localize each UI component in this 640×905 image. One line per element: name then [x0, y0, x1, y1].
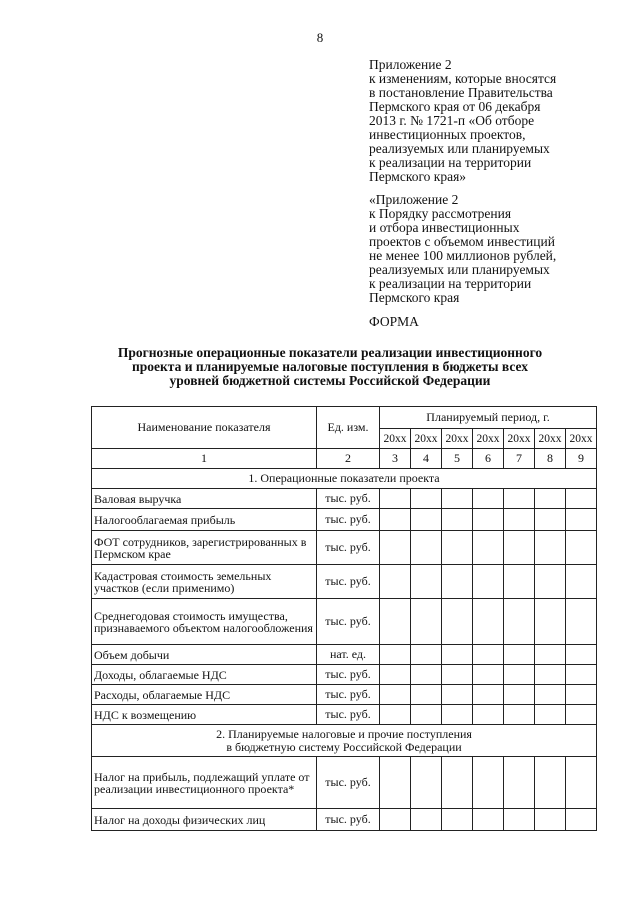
value-cell — [442, 509, 473, 531]
indicator-name: Валовая выручка — [92, 489, 317, 509]
header-year: 20xx — [442, 429, 473, 449]
header-period: Планируемый период, г. — [380, 407, 597, 429]
value-cell — [442, 705, 473, 725]
indicator-name: Среднегодовая стоимость имущества, признаваемого объектом налогообложения — [92, 599, 317, 645]
appendix-line: реализуемых или планируемых — [369, 141, 550, 156]
appendix-line: проектов с объемом инвестиций — [369, 234, 555, 249]
column-number: 1 — [92, 449, 317, 469]
indicator-name: НДС к возмещению — [92, 705, 317, 725]
page-number: 8 — [316, 30, 324, 45]
appendix-line: к реализации на территории — [369, 155, 532, 170]
section-title-line: 1. Операционные показатели проекта — [248, 471, 440, 485]
value-cell — [411, 665, 442, 685]
appendix-header-2 — [369, 193, 599, 305]
value-cell — [380, 599, 411, 645]
column-number: 8 — [535, 449, 566, 469]
header-year: 20xx — [411, 429, 442, 449]
table-row — [92, 599, 597, 645]
header-year: 20xx — [566, 429, 597, 449]
value-cell — [442, 665, 473, 685]
indicator-unit: тыс. руб. — [317, 565, 380, 599]
table-row — [92, 685, 597, 705]
value-cell — [566, 489, 597, 509]
indicator-name: Налог на прибыль, подлежащий уплате от реализации инвестиционного проекта* — [92, 757, 317, 809]
section-title — [92, 469, 597, 489]
column-number: 6 — [473, 449, 504, 469]
indicator-name: Налогооблагаемая прибыль — [92, 509, 317, 531]
appendix-line: к реализации на территории — [369, 276, 532, 291]
table-row — [92, 665, 597, 685]
appendix-line: 2013 г. № 1721-п «Об отборе — [369, 113, 535, 128]
value-cell — [473, 489, 504, 509]
appendix-line: к изменениям, которые вносятся — [369, 71, 557, 86]
indicator-name: Объем добычи — [92, 645, 317, 665]
section-title-line: 2. Планируемые налоговые и прочие поступления — [216, 726, 472, 741]
indicator-name: Расходы, облагаемые НДС — [92, 685, 317, 705]
value-cell — [380, 645, 411, 665]
value-cell — [473, 809, 504, 831]
value-cell — [380, 565, 411, 599]
header-year: 20xx — [380, 429, 411, 449]
appendix-header-1 — [369, 58, 599, 184]
value-cell — [473, 757, 504, 809]
value-cell — [473, 705, 504, 725]
value-cell — [473, 531, 504, 565]
indicator-name: ФОТ сотрудников, зарегистрированных в Пермском крае — [92, 531, 317, 565]
value-cell — [566, 599, 597, 645]
column-number: 9 — [566, 449, 597, 469]
value-cell — [535, 685, 566, 705]
appendix-line: Приложение 2 — [369, 57, 452, 72]
value-cell — [442, 599, 473, 645]
appendix-line: в постановление Правительства — [369, 85, 553, 100]
section-row — [92, 725, 597, 757]
value-cell — [380, 705, 411, 725]
value-cell — [411, 599, 442, 645]
value-cell — [535, 509, 566, 531]
value-cell — [504, 705, 535, 725]
value-cell — [535, 705, 566, 725]
value-cell — [442, 757, 473, 809]
header-year: 20xx — [473, 429, 504, 449]
value-cell — [411, 645, 442, 665]
appendix-line: инвестиционных проектов, — [369, 127, 526, 142]
value-cell — [380, 509, 411, 531]
title-line: уровней бюджетной системы Российской Федерации — [169, 373, 491, 388]
section-title — [92, 725, 597, 757]
value-cell — [504, 509, 535, 531]
value-cell — [473, 665, 504, 685]
value-cell — [504, 565, 535, 599]
value-cell — [411, 705, 442, 725]
form-title — [60, 346, 600, 388]
appendix-line: реализуемых или планируемых — [369, 262, 550, 277]
indicator-unit: тыс. руб. — [317, 599, 380, 645]
value-cell — [473, 599, 504, 645]
value-cell — [442, 809, 473, 831]
value-cell — [380, 665, 411, 685]
value-cell — [504, 757, 535, 809]
value-cell — [411, 685, 442, 705]
value-cell — [535, 599, 566, 645]
value-cell — [380, 809, 411, 831]
value-cell — [442, 531, 473, 565]
value-cell — [380, 531, 411, 565]
value-cell — [380, 757, 411, 809]
indicator-unit: нат. ед. — [317, 645, 380, 665]
value-cell — [504, 531, 535, 565]
value-cell — [411, 809, 442, 831]
value-cell — [566, 509, 597, 531]
indicator-name: Доходы, облагаемые НДС — [92, 665, 317, 685]
indicator-name: Налог на доходы физических лиц — [92, 809, 317, 831]
indicators-table — [91, 406, 597, 831]
indicator-unit: тыс. руб. — [317, 509, 380, 531]
header-year: 20xx — [535, 429, 566, 449]
table-row — [92, 531, 597, 565]
section-title-line: в бюджетную систему Российской Федерации — [226, 739, 462, 754]
value-cell — [566, 757, 597, 809]
column-number: 7 — [504, 449, 535, 469]
title-line: Прогнозные операционные показатели реализации инвестиционного — [117, 345, 543, 360]
table-row — [92, 645, 597, 665]
value-cell — [566, 645, 597, 665]
value-cell — [504, 599, 535, 645]
indicator-unit: тыс. руб. — [317, 757, 380, 809]
table-row — [92, 757, 597, 809]
value-cell — [535, 565, 566, 599]
table-row — [92, 489, 597, 509]
value-cell — [473, 509, 504, 531]
title-line: проекта и планируемые налоговые поступления в бюджеты всех — [131, 359, 528, 374]
indicator-name: Кадастровая стоимость земельных участков (если применимо) — [92, 565, 317, 599]
value-cell — [473, 565, 504, 599]
column-number: 5 — [442, 449, 473, 469]
header-unit: Ед. изм. — [317, 407, 380, 449]
indicator-unit: тыс. руб. — [317, 531, 380, 565]
table-row — [92, 705, 597, 725]
table-row — [92, 565, 597, 599]
appendix-line: Пермского края» — [369, 169, 467, 184]
value-cell — [566, 531, 597, 565]
value-cell — [535, 489, 566, 509]
appendix-line: «Приложение 2 — [369, 192, 459, 207]
column-number: 3 — [380, 449, 411, 469]
value-cell — [504, 645, 535, 665]
value-cell — [411, 757, 442, 809]
value-cell — [566, 809, 597, 831]
value-cell — [566, 705, 597, 725]
column-number: 4 — [411, 449, 442, 469]
table-row — [92, 509, 597, 531]
header-year: 20xx — [504, 429, 535, 449]
indicator-unit: тыс. руб. — [317, 705, 380, 725]
appendix-line: не менее 100 миллионов рублей, — [369, 248, 557, 263]
value-cell — [442, 645, 473, 665]
indicator-unit: тыс. руб. — [317, 665, 380, 685]
value-cell — [442, 489, 473, 509]
value-cell — [473, 645, 504, 665]
value-cell — [473, 685, 504, 705]
value-cell — [535, 809, 566, 831]
appendix-line: Пермского края — [369, 290, 460, 305]
value-cell — [535, 645, 566, 665]
column-numbers-row — [92, 449, 597, 469]
value-cell — [504, 665, 535, 685]
value-cell — [442, 565, 473, 599]
indicator-unit: тыс. руб. — [317, 685, 380, 705]
value-cell — [535, 531, 566, 565]
value-cell — [411, 509, 442, 531]
value-cell — [566, 685, 597, 705]
section-row — [92, 469, 597, 489]
value-cell — [535, 665, 566, 685]
value-cell — [411, 565, 442, 599]
value-cell — [380, 685, 411, 705]
column-number: 2 — [317, 449, 380, 469]
value-cell — [504, 685, 535, 705]
value-cell — [535, 757, 566, 809]
value-cell — [380, 489, 411, 509]
value-cell — [411, 531, 442, 565]
value-cell — [411, 489, 442, 509]
form-label: ФОРМА — [369, 314, 419, 329]
indicator-unit: тыс. руб. — [317, 809, 380, 831]
appendix-line: и отбора инвестиционных — [369, 220, 520, 235]
value-cell — [442, 685, 473, 705]
value-cell — [504, 809, 535, 831]
header-name: Наименование показателя — [92, 407, 317, 449]
appendix-line: Пермского края от 06 декабря — [369, 99, 541, 114]
appendix-line: к Порядку рассмотрения — [369, 206, 512, 221]
table-row — [92, 809, 597, 831]
value-cell — [566, 565, 597, 599]
value-cell — [504, 489, 535, 509]
indicator-unit: тыс. руб. — [317, 489, 380, 509]
value-cell — [566, 665, 597, 685]
